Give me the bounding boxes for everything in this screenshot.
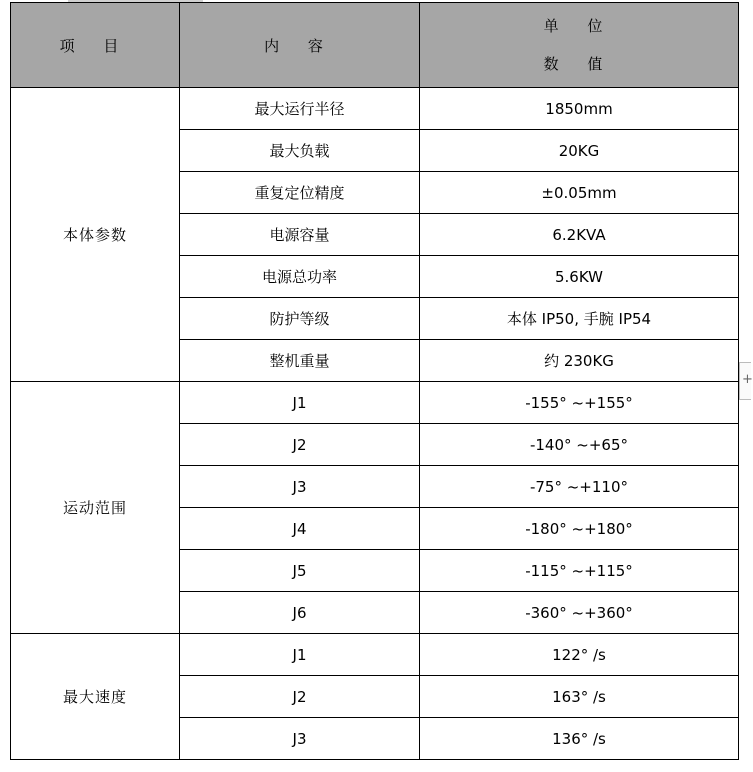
value-cell: -115° ~+115° xyxy=(420,550,739,592)
header-value xyxy=(420,3,739,88)
header-value-line1: 单 位 xyxy=(543,17,615,35)
value-cell: 20KG xyxy=(420,130,739,172)
value-cell: 6.2KVA xyxy=(420,214,739,256)
category-cell: 本体参数 xyxy=(11,88,180,382)
content-cell: J2 xyxy=(180,424,420,466)
content-cell: J3 xyxy=(180,466,420,508)
content-cell: 电源总功率 xyxy=(180,256,420,298)
content-cell: J5 xyxy=(180,550,420,592)
value-cell: 1850mm xyxy=(420,88,739,130)
content-cell: J3 xyxy=(180,718,420,760)
content-cell: 整机重量 xyxy=(180,340,420,382)
table-row xyxy=(11,382,739,424)
value-cell: 5.6KW xyxy=(420,256,739,298)
value-cell: -155° ~+155° xyxy=(420,382,739,424)
value-cell: -75° ~+110° xyxy=(420,466,739,508)
category-cell: 运动范围 xyxy=(11,382,180,634)
content-cell: 最大负载 xyxy=(180,130,420,172)
content-cell: J4 xyxy=(180,508,420,550)
category-cell: 最大速度 xyxy=(11,634,180,760)
header-value-line2: 数 值 xyxy=(543,55,615,73)
value-cell: 122° /s xyxy=(420,634,739,676)
content-cell: J1 xyxy=(180,634,420,676)
plus-icon: + xyxy=(742,372,753,387)
content-cell: 电源容量 xyxy=(180,214,420,256)
content-cell: J6 xyxy=(180,592,420,634)
table-add-row-handle[interactable] xyxy=(739,362,751,400)
value-cell: -360° ~+360° xyxy=(420,592,739,634)
value-cell: -180° ~+180° xyxy=(420,508,739,550)
table-header-row xyxy=(11,3,739,88)
value-cell: 163° /s xyxy=(420,676,739,718)
header-content: 内 容 xyxy=(180,3,420,88)
value-cell: ±0.05mm xyxy=(420,172,739,214)
value-cell: -140° ~+65° xyxy=(420,424,739,466)
value-cell: 本体 IP50, 手腕 IP54 xyxy=(420,298,739,340)
content-cell: 防护等级 xyxy=(180,298,420,340)
content-cell: 最大运行半径 xyxy=(180,88,420,130)
content-cell: 重复定位精度 xyxy=(180,172,420,214)
table-row xyxy=(11,634,739,676)
value-cell: 136° /s xyxy=(420,718,739,760)
spec-table xyxy=(10,2,739,760)
value-cell: 约 230KG xyxy=(420,340,739,382)
table-row xyxy=(11,88,739,130)
header-item: 项 目 xyxy=(11,3,180,88)
content-cell: J1 xyxy=(180,382,420,424)
content-cell: J2 xyxy=(180,676,420,718)
